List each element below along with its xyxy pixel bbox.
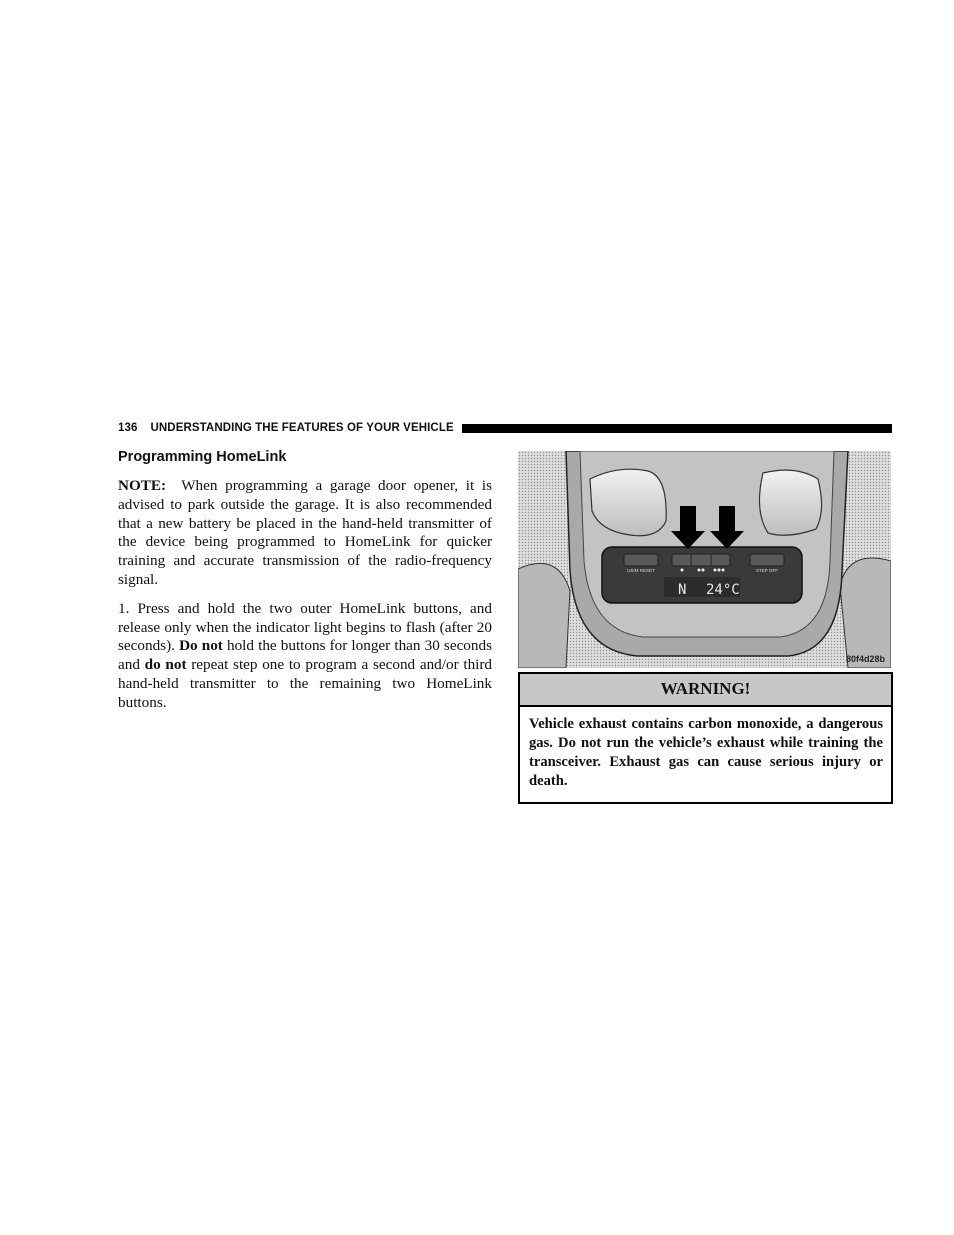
header-rule bbox=[462, 424, 892, 433]
right-button-label: STEP OFF bbox=[756, 568, 778, 573]
step-1-text-c: repeat step one to program a second and/or third hand-held transmitter to the remaining two HomeLink buttons. bbox=[118, 656, 493, 711]
warning-text: Vehicle exhaust contains carbon monoxide, a dangerous gas. Do not run the vehicle’s exhaust while training the transceiver. Exhaust gas can cause serious injury or death. bbox=[529, 716, 883, 789]
warning-box bbox=[518, 672, 893, 804]
figure-code: 80f4d28b bbox=[845, 654, 885, 664]
display-temperature: 24°C bbox=[706, 582, 740, 598]
page-title: Programming HomeLink bbox=[118, 449, 287, 465]
section-title-header: UNDERSTANDING THE FEATURES OF YOUR VEHICLE bbox=[150, 422, 454, 434]
step-1-text-a: 1. Press and hold the two outer HomeLink buttons, and release only when the indicator light begins to flash (after 20 seconds). bbox=[118, 599, 492, 655]
step-1-paragraph bbox=[118, 600, 492, 713]
left-button-label: US/M RESET bbox=[627, 568, 655, 573]
step-1-emphasis-a: Do not bbox=[179, 637, 223, 655]
display-compass: N bbox=[678, 582, 687, 598]
note-text: When programming a garage door opener, it is advised to park outside the garage. It is also recommended that a new battery be placed in the hand-held transmitter of the device being programmed to HomeLink for quicker training and accurate transmission of the radio-frequency signal. bbox=[118, 477, 493, 588]
main-text-column bbox=[118, 449, 492, 723]
page-number: 136 bbox=[118, 422, 138, 434]
note-paragraph bbox=[118, 477, 492, 590]
step-1-text-b: hold the buttons for longer than 30 seconds and bbox=[118, 637, 493, 674]
overhead-console-illustration bbox=[518, 451, 891, 668]
note-label: NOTE: bbox=[118, 477, 167, 494]
warning-title: WARNING! bbox=[520, 674, 891, 707]
console-drawing bbox=[518, 451, 891, 668]
step-1-emphasis-b: do not bbox=[144, 656, 187, 674]
page-header bbox=[118, 420, 892, 436]
